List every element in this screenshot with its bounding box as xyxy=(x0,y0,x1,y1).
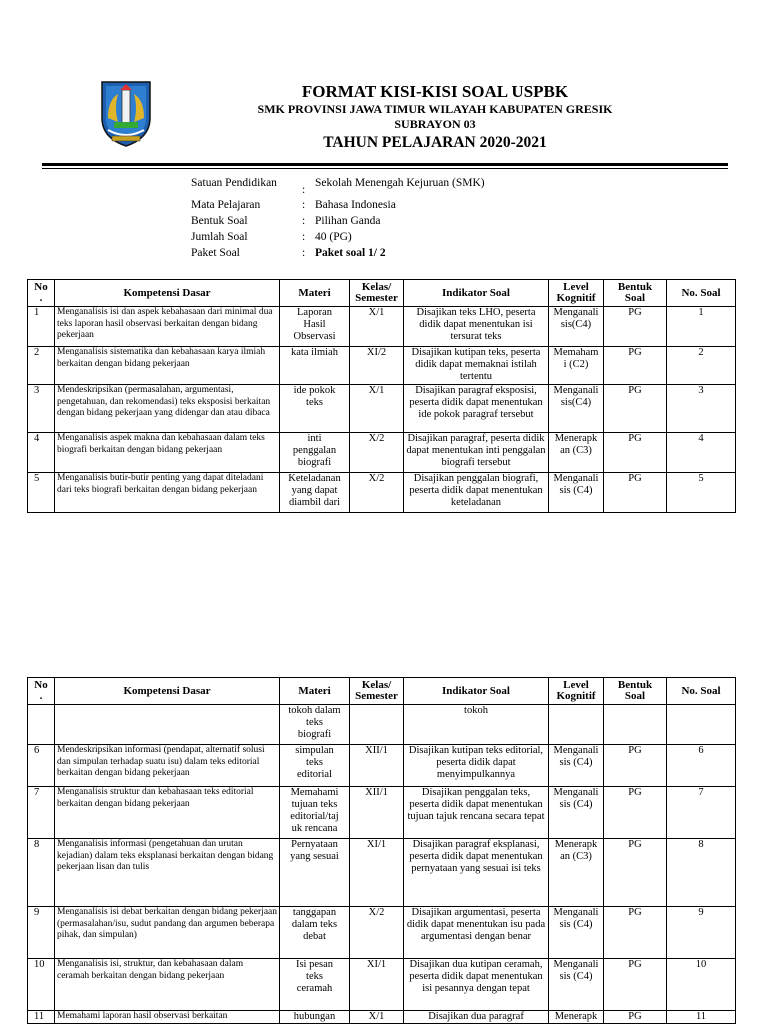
info-value: Sekolah Menengah Kejuruan (SMK) xyxy=(315,177,485,189)
table-row xyxy=(28,839,736,907)
no-soal-cell: 8 xyxy=(667,839,736,907)
info-key: Mata Pelajaran xyxy=(191,199,261,211)
kompetensi-dasar-cell: Memahami laporan hasil observasi berkaitan xyxy=(55,1011,280,1024)
indikator-cell: Disajikan paragraf, peserta didik dapat menentukan inti penggalan biografi tersebut xyxy=(404,433,549,473)
info-value: Pilihan Ganda xyxy=(315,215,381,227)
kelas-cell: XI/2 xyxy=(350,347,404,385)
level-cell: Menganali sis(C4) xyxy=(549,385,604,433)
row-no: 11 xyxy=(28,1011,55,1024)
level-cell: Menerapk an (C3) xyxy=(549,433,604,473)
info-key: Bentuk Soal xyxy=(191,215,248,227)
info-colon: : xyxy=(302,247,306,259)
col-indikator-soal-header: Indikator Soal xyxy=(404,678,549,705)
kelas-cell: X/2 xyxy=(350,433,404,473)
bentuk-cell: PG xyxy=(604,907,667,959)
table-row xyxy=(28,307,736,347)
no-soal-cell: 6 xyxy=(667,745,736,787)
kisi-kisi-table-1 xyxy=(27,279,736,513)
table-row xyxy=(28,907,736,959)
table-row xyxy=(28,787,736,839)
materi-cell: Pernyataan yang sesuai xyxy=(280,839,350,907)
kompetensi-dasar-cell: Menganalisis aspek makna dan kebahasaan dalam teks biografi berkaitan dengan bidang pekerjaan xyxy=(55,433,280,473)
kelas-cell: XI/1 xyxy=(350,959,404,1011)
col-kelas-semester-header: Kelas/ Semester xyxy=(350,678,404,705)
bentuk-cell: PG xyxy=(604,385,667,433)
kompetensi-dasar-cell: Menganalisis informasi (pengetahuan dan urutan kejadian) dalam teks eksplanasi berkaitan dengan bidang pekerjaan lisan dan tulis xyxy=(55,839,280,907)
bentuk-cell xyxy=(604,705,667,745)
level-cell: Menganali sis(C4) xyxy=(549,307,604,347)
col-materi-header: Materi xyxy=(280,280,350,307)
row-no: 10 xyxy=(28,959,55,1011)
level-cell: Menganali sis (C4) xyxy=(549,959,604,1011)
no-soal-cell: 2 xyxy=(667,347,736,385)
no-soal-cell: 3 xyxy=(667,385,736,433)
info-key: Jumlah Soal xyxy=(191,231,248,243)
kelas-cell: XI/1 xyxy=(350,839,404,907)
col-kelas-semester-header: Kelas/ Semester xyxy=(350,280,404,307)
table-row xyxy=(28,1011,736,1024)
info-value: 40 (PG) xyxy=(315,231,352,243)
indikator-cell: Disajikan kutipan teks editorial, peserta didik dapat menyimpulkannya xyxy=(404,745,549,787)
materi-cell: simpulan teks editorial xyxy=(280,745,350,787)
materi-cell: kata ilmiah xyxy=(280,347,350,385)
kelas-cell: X/2 xyxy=(350,907,404,959)
table-row xyxy=(28,959,736,1011)
school-name: SMK PROVINSI JAWA TIMUR WILAYAH KABUPATEN GRESIK xyxy=(257,102,613,116)
level-cell xyxy=(549,705,604,745)
level-cell: Menganali sis (C4) xyxy=(549,787,604,839)
info-value: Paket soal 1/ 2 xyxy=(315,247,386,259)
table-row xyxy=(28,473,736,513)
materi-cell: Memahami tujuan teks editorial/taj uk rencana xyxy=(280,787,350,839)
materi-cell: ide pokok teks xyxy=(280,385,350,433)
kelas-cell: X/2 xyxy=(350,473,404,513)
no-soal-cell: 10 xyxy=(667,959,736,1011)
level-cell: Memaham i (C2) xyxy=(549,347,604,385)
col-kompetensi-dasar-header: Kompetensi Dasar xyxy=(55,678,280,705)
table-row xyxy=(28,347,736,385)
kompetensi-dasar-cell: Menganalisis isi debat berkaitan dengan bidang pekerjaan (permasalahan/isu, sudut pandang dan argumen beberapa pihak, dan simpulan) xyxy=(55,907,280,959)
indikator-cell: Disajikan penggalan teks, peserta didik dapat menentukan tujuan tajuk rencana secara tepat xyxy=(404,787,549,839)
kelas-cell: X/1 xyxy=(350,1011,404,1024)
kompetensi-dasar-cell: Menganalisis isi dan aspek kebahasaan dari minimal dua teks laporan hasil observasi berkaitan dengan bidang pekerjaan xyxy=(55,307,280,347)
col-bentuk-soal-header: Bentuk Soal xyxy=(604,280,667,307)
info-key: Satuan Pendidikan xyxy=(191,177,277,189)
info-value: Bahasa Indonesia xyxy=(315,199,396,211)
document-title: FORMAT KISI-KISI SOAL USPBK xyxy=(301,82,569,101)
no-soal-cell: 11 xyxy=(667,1011,736,1024)
col-materi-header: Materi xyxy=(280,678,350,705)
bentuk-cell: PG xyxy=(604,347,667,385)
col-level-kognitif-header: Level Kognitif xyxy=(549,280,604,307)
table-row xyxy=(28,705,736,745)
col-kompetensi-dasar-header: Kompetensi Dasar xyxy=(55,280,280,307)
kompetensi-dasar-cell: Mendeskripsikan informasi (pendapat, alternatif solusi dan simpulan terhadap suatu isu) dalam teks editorial berkaitan dengan bidang pekerjaan xyxy=(55,745,280,787)
kisi-kisi-table-2 xyxy=(27,677,736,1024)
kompetensi-dasar-cell: Menganalisis struktur dan kebahasaan teks editorial berkaitan dengan bidang pekerjaan xyxy=(55,787,280,839)
row-no: 5 xyxy=(28,473,55,513)
row-no: 6 xyxy=(28,745,55,787)
bentuk-cell: PG xyxy=(604,433,667,473)
col-level-kognitif-header: Level Kognitif xyxy=(549,678,604,705)
materi-cell: hubungan xyxy=(280,1011,350,1024)
subrayon-label: SUBRAYON 03 xyxy=(394,117,476,131)
no-soal-cell: 4 xyxy=(667,433,736,473)
level-cell: Menerapk xyxy=(549,1011,604,1024)
indikator-cell: Disajikan kutipan teks, peserta didik dapat memaknai istilah tertentu xyxy=(404,347,549,385)
indikator-cell: Disajikan dua kutipan ceramah, peserta didik dapat menentukan isi pesannya dengan tepat xyxy=(404,959,549,1011)
academic-year: TAHUN PELAJARAN 2020-2021 xyxy=(323,134,547,151)
bentuk-cell: PG xyxy=(604,745,667,787)
kelas-cell: XII/1 xyxy=(350,787,404,839)
level-cell: Menerapk an (C3) xyxy=(549,839,604,907)
no-soal-cell: 1 xyxy=(667,307,736,347)
kompetensi-dasar-cell: Menganalisis sistematika dan kebahasaan karya ilmiah berkaitan dengan bidang pekerjaan xyxy=(55,347,280,385)
indikator-cell: Disajikan penggalan biografi, peserta didik dapat menentukan keteladanan xyxy=(404,473,549,513)
row-no: 8 xyxy=(28,839,55,907)
row-no xyxy=(28,705,55,745)
no-soal-cell: 5 xyxy=(667,473,736,513)
kompetensi-dasar-cell xyxy=(55,705,280,745)
level-cell: Menganali sis (C4) xyxy=(549,745,604,787)
info-key: Paket Soal xyxy=(191,247,240,259)
bentuk-cell: PG xyxy=(604,473,667,513)
materi-cell: inti penggalan biografi xyxy=(280,433,350,473)
col-no-header: No . xyxy=(28,280,55,307)
jawa-timur-emblem-logo xyxy=(98,78,154,148)
indikator-cell: tokoh xyxy=(404,705,549,745)
materi-cell: Keteladanan yang dapat diambil dari xyxy=(280,473,350,513)
row-no: 1 xyxy=(28,307,55,347)
materi-cell: Laporan Hasil Observasi xyxy=(280,307,350,347)
row-no: 9 xyxy=(28,907,55,959)
no-soal-cell: 9 xyxy=(667,907,736,959)
kelas-cell xyxy=(350,705,404,745)
indikator-cell: Disajikan argumentasi, peserta didik dapat menentukan isu pada argumentasi dengan benar xyxy=(404,907,549,959)
header-divider-thin xyxy=(42,168,728,169)
info-colon: : xyxy=(302,231,306,243)
bentuk-cell: PG xyxy=(604,839,667,907)
indikator-cell: Disajikan dua paragraf xyxy=(404,1011,549,1024)
kelas-cell: X/1 xyxy=(350,307,404,347)
table-row xyxy=(28,433,736,473)
kompetensi-dasar-cell: Menganalisis butir-butir penting yang dapat diteladani dari teks biografi berkaitan dengan bidang pekerjaan xyxy=(55,473,280,513)
level-cell: Menganali sis (C4) xyxy=(549,907,604,959)
info-colon: : xyxy=(302,215,306,227)
table-row xyxy=(28,385,736,433)
no-soal-cell xyxy=(667,705,736,745)
row-no: 3 xyxy=(28,385,55,433)
row-no: 7 xyxy=(28,787,55,839)
no-soal-cell: 7 xyxy=(667,787,736,839)
kompetensi-dasar-cell: Mendeskripsikan (permasalahan, argumentasi, pengetahuan, dan rekomendasi) teks eksposisi berkaitan dengan bidang pekerjaan yang didengar dan atau dibaca xyxy=(55,385,280,433)
kelas-cell: X/1 xyxy=(350,385,404,433)
col-no-soal-header: No. Soal xyxy=(667,678,736,705)
kompetensi-dasar-cell: Menganalisis isi, struktur, dan kebahasaan dalam ceramah berkaitan dengan bidang pekerjaan xyxy=(55,959,280,1011)
col-no-header: No . xyxy=(28,678,55,705)
info-colon: : xyxy=(302,184,306,196)
materi-cell: Isi pesan teks ceramah xyxy=(280,959,350,1011)
table-row xyxy=(28,745,736,787)
bentuk-cell: PG xyxy=(604,307,667,347)
bentuk-cell: PG xyxy=(604,1011,667,1024)
row-no: 2 xyxy=(28,347,55,385)
level-cell: Menganali sis (C4) xyxy=(549,473,604,513)
info-colon: : xyxy=(302,199,306,211)
bentuk-cell: PG xyxy=(604,787,667,839)
materi-cell: tokoh dalam teks biografi xyxy=(280,705,350,745)
col-indikator-soal-header: Indikator Soal xyxy=(404,280,549,307)
indikator-cell: Disajikan paragraf eksplanasi, peserta didik dapat menentukan pernyataan yang sesuai isi teks xyxy=(404,839,549,907)
bentuk-cell: PG xyxy=(604,959,667,1011)
col-bentuk-soal-header: Bentuk Soal xyxy=(604,678,667,705)
kelas-cell: XII/1 xyxy=(350,745,404,787)
indikator-cell: Disajikan paragraf eksposisi, peserta didik dapat menentukan ide pokok paragraf tersebut xyxy=(404,385,549,433)
materi-cell: tanggapan dalam teks debat xyxy=(280,907,350,959)
row-no: 4 xyxy=(28,433,55,473)
header-divider-thick xyxy=(42,163,728,166)
col-no-soal-header: No. Soal xyxy=(667,280,736,307)
indikator-cell: Disajikan teks LHO, peserta didik dapat menentukan isi tersurat teks xyxy=(404,307,549,347)
